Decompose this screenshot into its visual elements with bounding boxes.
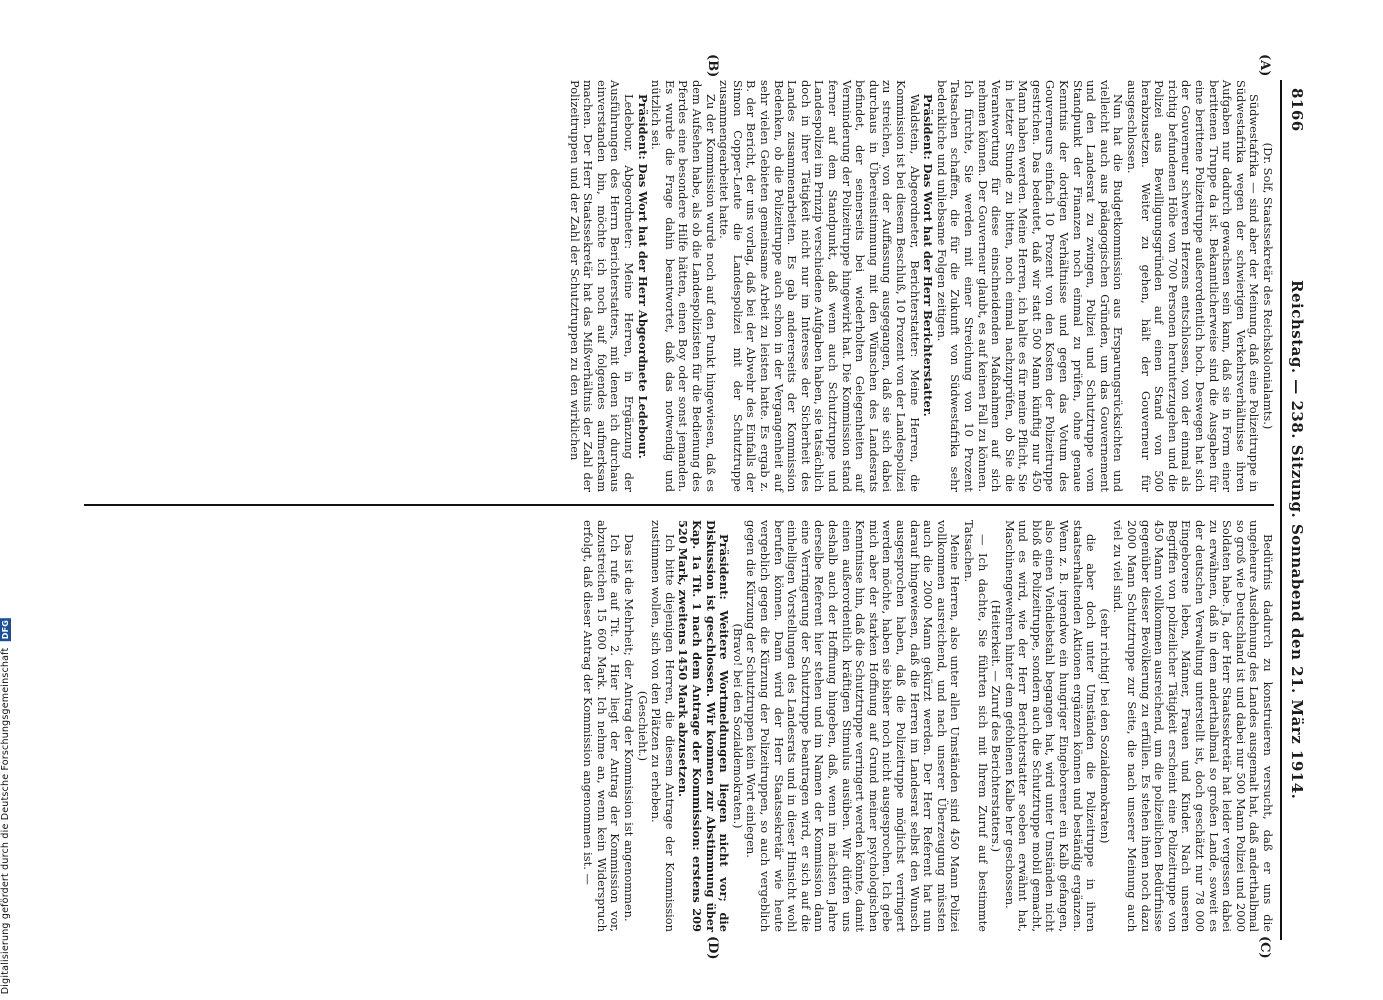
attribution-text: Digitalisierung gefördert durch die Deutsche Forschungsgemeinschaft (0, 647, 11, 994)
paragraph: Ledebour, Abgeordneter: Meine Herren, in Ergänzung der Ausführungen des Herrn Berichterstatters, mit denen ich durchaus einverstanden bin, möchte ich noch auf folgendes aufmerksam machen. Der Herr Staatssekretär hat das Mißverhältnis der Zahl der Polizeitruppen und der Zahl der Schutztruppen zu den wirklichen (567, 80, 637, 492)
margin-marker-a: (A) (1257, 54, 1272, 77)
paragraph: Waldstein, Abgeordneter, Berichterstatter: Meine Herren, die Kommission ist bei diesem Beschluß, 10 Prozent von der Landespolizei zu streichen, von der Auffassung ausgegangen, daß sie sich dabei durchaus in Übereinstimmung mit den Wünschen des Landesrats befindet, der seinerseits bei wiederholten Gelegenheiten auf Verminderung der Polizeitruppe hingewirkt hat. Die Kommission stand ferner auf dem Standpunkt, daß wenn auch Schutztruppe und Landespolizei im Prinzip verschiedene Aufgaben haben, sie tatsächlich doch in ihrer Tätigkeit nicht nur im Interesse der Sicherheit des Landes zusammenarbeiten. Es gab andererseits der Kommission Bedenken, ob die Polizeitruppe auch schon in der Vergangenheit auf sehr vielen Gebieten gemeinsame Arbeit zu leisten hatte. Es ergab z. B. der Bericht, der uns vorlag, daß bei der Abwehr des Einfalls der Simon Copper-Leute die Landespolizei mit der Schutztruppe zusammengearbeitet hatte. (717, 80, 922, 492)
margin-marker-c: (C) (1257, 936, 1272, 959)
interjection: (Heiterkeit. — Zuruf des Berichterstatters.) (989, 599, 1004, 853)
paragraph: Meine Herren, also unter allen Umständen sind 450 Mann Polizei vollkommen ausreichend, und nach unserer Überzeugung müssten auch die 2000 Mann gekürzt werden. Der Herr Referent hat nun darauf hingewiesen, daß die Herren im Landesrat selbst den Wunsch ausgesprochen haben, daß die Polizeitruppe möglichst verringert werden möchte, haben sie bisher noch nicht ausgesprochen. Ich gebe mich aber der starken Hoffnung auf Grund meiner psychologischen Kenntnisse hin, daß die Schutztruppe verringert werden könnte, damit einen außerordentlich kräftigen Stimulus ausüben. Wir dürfen uns deshalb auch der Hoffnung hingeben, daß, wenn im nächsten Jahre derselbe Referent hier stehen und im Namen der Kommission dann eine Verringerung der Schutztruppe beantragen wird, er sich auf die einhelligen Vorstellungen des Landesrats und in dieser Hinsicht wohl berufen können. Dann wird der Herr Staatssekretär wie heute vergeblich gegen die Kürzung der Polizeitruppen, so auch vergeblich gegen die Kürzung der Schutztruppen kein Wort einlegen. (744, 520, 963, 932)
paragraph: Präsident: Weitere Wortmeldungen liegen nicht vor; die Diskussion ist geschlossen. Wir kommen zur Abstimmung über Kap. 1a Tit. 1 nach dem Antrage der Kommission: erstens 209 520 Mark, zweitens 1450 Mark abzusetzen. (676, 520, 732, 932)
paragraph: Südwestafrika — sind aber der Meinung, daß eine Polizeitruppe in Südwestafrika wegen der schwierigen Verkehrsverhältnisse ihren Aufgaben nur dadurch gewachsen sein kann, daß sie in Form einer berittenen Truppe da ist. Bekanntlicherweise sind die Ausgaben für eine berittene Polizeitruppe außerordentlich hoch. Deswegen hat sich der Gouverneur schweren Herzens entschlossen, von der einmal als richtig befundenen Höhe von 700 Personen herunterzugehen und die Polizei aus Bewilligungsgründen auf einen Stand von 500 herabzusetzen. Weiter zu gehen, hält der Gouverneur für ausgeschlossen. (1125, 80, 1262, 492)
paragraph: Ich rufe auf Tit. 2. Hier liegt der Antrag der Kommission vor, abzustreichen 15 600 Mark. Ich nehme an, wenn kein Widerspruch erfolgt, daß dieser Antrag der Kommission angenommen ist. — (581, 520, 623, 932)
rotated-document (75, 54, 1310, 960)
interjection: (sehr richtig! bei den Sozialdemokraten) (1097, 608, 1112, 844)
paragraph: Das ist die Mehrheit; der Antrag der Kommission ist angenommen. (622, 534, 637, 922)
paragraph: Zu der Kommission wurde noch auf den Punkt hingewiesen, daß es dem Aufsehen habe, als ob die Landespolizisten für die Bedienung des Pferdes eine besondere Hilfe hätten, einen Boy oder sonst jemanden. Es wurde die Frage dahin beantwortet, daß das notwendig und nützlich sei. (649, 80, 718, 492)
paragraph: die aber doch unter Umständen die Polizeitruppe in ihren staatserhaltenden Aktionen ergänzen können und beständig ergänzen. Wenn z. B. irgendwo ein hungriger Eingeborener ein Kalb gefangen, also einen Viehdiebstahl begangen hat, wird unter Umständen nicht bloß die Polizeitruppe, sondern auch die Schutztruppe mobil gemacht, und es wird, wie der Herr Berichterstatter soeben erwähnt hat, Maschinengewehren hinter dem gefohlenen Kalbe her geschossen. (1002, 520, 1099, 932)
paragraph: Präsident: Das Wort hat der Herr Berichterstatter. (921, 94, 936, 417)
paragraph: — Ich dachte, Sie führten sich mit Ihrem Zuruf auf bestimmte Tatsachen. (961, 520, 990, 932)
column-divider (84, 504, 1274, 506)
interjection: (Geschieht.) (635, 690, 650, 762)
page-header (1280, 80, 1310, 940)
paragraph: Ich bitte diejenigen Herren, die diesem Antrage der Kommission zustimmen wollen, sich von den Plätzen zu erheben. (649, 520, 677, 932)
page-number: 8166 (1288, 88, 1306, 132)
interjection: (Bravo! bei den Sozialdemokraten.) (730, 623, 745, 829)
left-column (84, 80, 1274, 492)
right-column (84, 520, 1274, 932)
margin-marker-b: (B) (705, 54, 720, 78)
dfg-logo: DFG (1, 619, 10, 640)
dfg-attribution (0, 618, 11, 994)
paragraph: Präsident: Das Wort hat der Herr Abgeordnete Ledebour. (635, 94, 650, 459)
paragraph: Nun hat die Budgetkommission aus Ersparungsrücksichten und vielleicht auch aus pädagogischen Gründen, um das Gouvernement und den Landesrat zu zwingen, Polizei und Schutztruppe vom Standpunkt der Finanzen noch einmal zu prüfen, ohne genaue Kenntnis der dortigen Verhältnisse und gegen das Votum des Gouverneurs einfach 10 Prozent von den Kosten der Polizeitruppe gestrichen. Das bedeutet, daß wir statt 500 Mann künftig nur 450 Mann haben werden. Meine Herren, ich halte es für meine Pflicht, Sie in letzter Stunde zu bitten, noch einmal nachzuprüfen, ob Sie die Verantwortung für diese einschneidenden Maßnahmen auf sich nehmen können. Der Gouverneur glaubt, es auf keinen Fall zu können. Ich fürchte, Sie werden mit einer Streichung von 10 Prozent Tatsachen schaffen, die für die Zukunft von Südwestafrika sehr bedenkliche und unliebsame Folgen zeitigen. (934, 80, 1126, 492)
page-title: Reichstag. — 238. Sitzung. Sonnabend den 21. März 1914. (1288, 280, 1306, 800)
margin-marker-d: (D) (705, 936, 720, 960)
speaker-note: (Dr. Solf, Staatssekretär des Reichskolonialamts.) (1261, 142, 1275, 430)
paragraph: Bedürfnis dadurch zu konstruieren versucht, daß er uns die ungeheure Ausdehnung des Landes ausgemalt hat, daß anderthalbmal so groß wie Deutschland ist und dabei nur 500 Mann Polizei und 2000 Soldaten habe. Ja, der Herr Staatssekretär hat leider vergessen dabei zu erwähnen, daß in dem anderthalbmal so großen Lande, soweit es der deutschen Verwaltung unterstellt ist, doch geschätzt nur 78 000 Eingeborene leben, Männer, Frauen und Kinder. Nach unseren Begriffen von polizeilicher Tätigkeit erscheint eine Polizeitruppe von 450 Mann vollkommen ausreichend, um die polizeilichen Bedürfnisse gegenüber dieser Bevölkerung zu erfüllen. Es stehen ihnen noch dazu 2000 Mann Schutztruppe zur Seite, die nach unserer Meinung auch viel zu viel sind. (1111, 520, 1275, 932)
